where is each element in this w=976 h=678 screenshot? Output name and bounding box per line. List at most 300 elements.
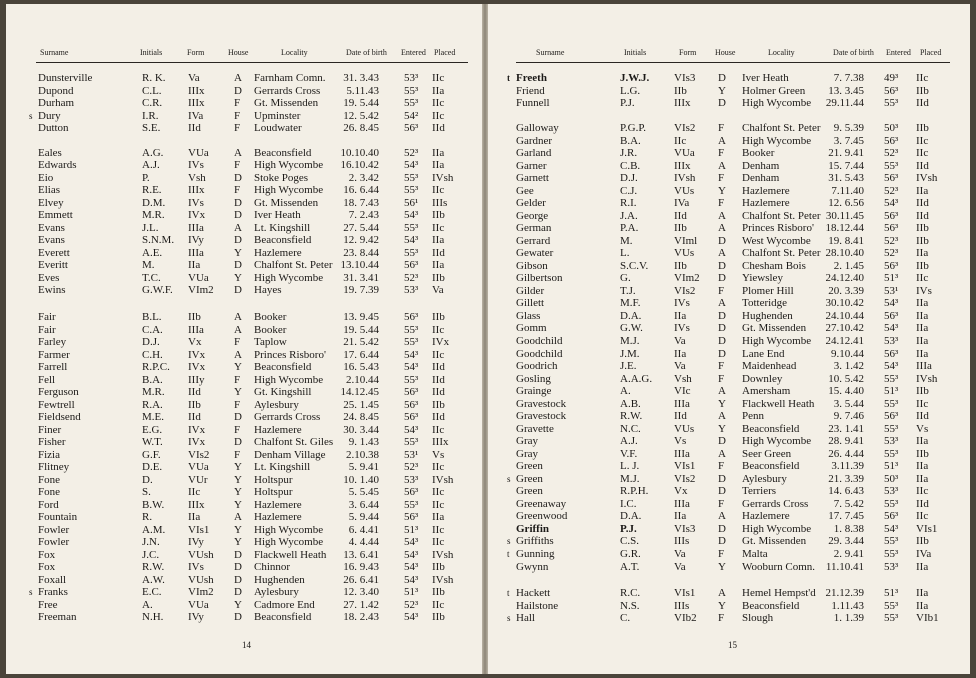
cell-form: VUs bbox=[674, 184, 695, 197]
cell-locality: Hughenden bbox=[742, 309, 793, 322]
cell-placed: IIa bbox=[916, 335, 929, 347]
cell-house: A bbox=[234, 311, 242, 323]
register-row bbox=[488, 310, 964, 322]
cell-house: D bbox=[718, 535, 726, 548]
cell-house: Y bbox=[718, 560, 726, 573]
cell-locality: Aylesbury bbox=[254, 398, 299, 411]
cell-locality: Beaconsfield bbox=[254, 234, 312, 247]
register-row bbox=[6, 110, 482, 122]
cell-surname: Foxall bbox=[38, 573, 67, 586]
header-placed: Placed bbox=[920, 48, 942, 57]
cell-initials: R.P.H. bbox=[620, 485, 649, 498]
cell-house: Y bbox=[718, 599, 726, 612]
cell-form: IVy bbox=[188, 234, 204, 247]
cell-locality: Flackwell Heath bbox=[742, 397, 815, 410]
cell-surname: Evans bbox=[38, 234, 65, 247]
cell-house: D bbox=[234, 411, 242, 424]
cell-locality: Aylesbury bbox=[254, 586, 299, 599]
cell-form: IIIs bbox=[674, 535, 690, 548]
register-row bbox=[488, 160, 964, 172]
cell-surname: Garland bbox=[516, 147, 552, 160]
cell-locality: Amersham bbox=[742, 385, 791, 398]
cell-form: Va bbox=[188, 72, 200, 84]
cell-house: D bbox=[718, 347, 726, 360]
cell-surname: Galloway bbox=[516, 122, 559, 134]
cell-placed: IId bbox=[432, 386, 445, 399]
cell-house: A bbox=[718, 385, 726, 398]
cell-locality: Chalfont St. Peter bbox=[742, 247, 821, 260]
cell-placed: IIa bbox=[432, 84, 445, 97]
cell-dob: 16. 5.43 bbox=[343, 361, 379, 374]
cell-locality: Booker bbox=[254, 311, 287, 323]
cell-mark: t bbox=[507, 588, 510, 598]
cell-surname: Ford bbox=[38, 498, 59, 511]
cell-placed: IVsh bbox=[432, 473, 454, 486]
cell-surname: Gee bbox=[516, 184, 534, 197]
cell-surname: s Green bbox=[507, 472, 543, 485]
cell-surname: Gomm bbox=[516, 322, 547, 335]
register-row bbox=[488, 197, 964, 209]
cell-form: IVx bbox=[188, 436, 206, 449]
cell-form: IIIa bbox=[188, 323, 204, 336]
register-row bbox=[6, 599, 482, 611]
cell-initials: A.E. bbox=[142, 246, 163, 259]
cell-initials: R.W. bbox=[620, 410, 643, 423]
cell-placed: IIc bbox=[916, 134, 929, 147]
cell-dob: 2.10.38 bbox=[346, 448, 379, 461]
header-rule bbox=[36, 62, 468, 63]
cell-locality: Slough bbox=[742, 612, 774, 624]
cell-surname: Fieldsend bbox=[38, 411, 81, 424]
cell-surname: s Hall bbox=[507, 612, 535, 624]
cell-placed: IIc bbox=[432, 221, 445, 234]
register-row bbox=[488, 423, 964, 435]
cell-form: IId bbox=[188, 122, 201, 134]
cell-dob: 19. 7.39 bbox=[343, 283, 379, 296]
cell-house: A bbox=[234, 348, 242, 361]
cell-form: VIs2 bbox=[674, 122, 696, 134]
cell-dob: 26. 8.45 bbox=[343, 122, 379, 134]
cell-house: A bbox=[718, 134, 726, 147]
cell-form: Va bbox=[674, 360, 686, 373]
cell-form: IVs bbox=[188, 196, 204, 209]
register-row bbox=[6, 72, 482, 84]
cell-dob: 1. 8.38 bbox=[833, 522, 864, 535]
cell-dob: 25. 1.45 bbox=[343, 398, 379, 411]
register-row bbox=[6, 411, 482, 423]
cell-initials: W.T. bbox=[142, 436, 163, 449]
cell-house: F bbox=[718, 612, 725, 624]
cell-surname: Finer bbox=[38, 423, 62, 436]
cell-surname: Goodchild bbox=[516, 335, 563, 347]
cell-locality: High Wycombe bbox=[742, 435, 812, 448]
header-house: House bbox=[228, 48, 249, 57]
cell-initials: C.J. bbox=[620, 184, 638, 197]
cell-initials: M.J. bbox=[620, 335, 640, 347]
cell-initials: A.J. bbox=[620, 435, 638, 448]
cell-house: D bbox=[718, 234, 726, 247]
cell-surname: German bbox=[516, 222, 552, 235]
cell-initials: C.B. bbox=[620, 159, 641, 172]
cell-placed: VIs1 bbox=[916, 522, 938, 535]
cell-dob: 31. 5.43 bbox=[828, 172, 864, 185]
cell-placed: IIa bbox=[916, 599, 929, 612]
cell-house: F bbox=[718, 548, 725, 561]
cell-placed: IId bbox=[432, 411, 445, 424]
cell-dob: 16.10.42 bbox=[340, 159, 379, 172]
cell-placed: IIb bbox=[432, 311, 445, 323]
cell-house: D bbox=[234, 259, 242, 272]
cell-placed: IIb bbox=[916, 84, 929, 97]
cell-placed: IId bbox=[916, 209, 929, 222]
cell-locality: Upminster bbox=[254, 109, 301, 122]
cell-entered: 56¹ bbox=[404, 196, 419, 209]
cell-locality: Gt. Kingshill bbox=[254, 386, 312, 399]
cell-house: Y bbox=[718, 397, 726, 410]
header-form: Form bbox=[679, 48, 697, 57]
register-row bbox=[6, 209, 482, 221]
cell-house: Y bbox=[234, 486, 242, 499]
cell-initials: B.A. bbox=[142, 373, 163, 386]
cell-initials: R.P.C. bbox=[142, 361, 170, 374]
cell-surname: Dunsterville bbox=[38, 72, 93, 84]
cell-placed: IIa bbox=[916, 472, 929, 485]
register-row bbox=[488, 297, 964, 309]
cell-locality: High Wycombe bbox=[254, 373, 324, 386]
cell-entered: 55³ bbox=[884, 599, 899, 612]
cell-entered: 50³ bbox=[884, 472, 899, 485]
cell-initials: J.M. bbox=[620, 347, 640, 360]
cell-dob: 9. 1.43 bbox=[348, 436, 379, 449]
cell-form: VIs1 bbox=[674, 587, 696, 599]
cell-house: F bbox=[718, 122, 725, 134]
cell-mark: t bbox=[507, 549, 510, 560]
cell-placed: IIb bbox=[432, 209, 445, 222]
cell-entered: 55³ bbox=[404, 436, 419, 449]
cell-form: Va bbox=[674, 548, 686, 561]
cell-surname: t Freeth bbox=[507, 72, 547, 84]
cell-entered: 55³ bbox=[404, 184, 419, 197]
register-row bbox=[488, 448, 964, 460]
cell-initials: I.C. bbox=[620, 497, 637, 510]
register-row bbox=[6, 461, 482, 473]
cell-placed: IIb bbox=[432, 561, 445, 574]
cell-house: Y bbox=[234, 386, 242, 399]
cell-dob: 2. 3.42 bbox=[348, 171, 379, 184]
cell-surname: Fewtrell bbox=[38, 398, 75, 411]
cell-dob: 12. 9.42 bbox=[343, 234, 379, 247]
cell-initials: A.W. bbox=[142, 573, 165, 586]
cell-initials: G.R. bbox=[620, 548, 641, 561]
cell-dob: 7.11.40 bbox=[831, 184, 864, 197]
cell-initials: C.S. bbox=[620, 535, 639, 548]
cell-entered: 54³ bbox=[404, 611, 419, 624]
cell-form: VIm2 bbox=[188, 283, 214, 296]
cell-initials: C.R. bbox=[142, 97, 163, 109]
cell-surname: Grainge bbox=[516, 385, 552, 398]
cell-form: VIs1 bbox=[188, 523, 210, 536]
cell-initials: V.F. bbox=[620, 447, 638, 460]
cell-placed: IIa bbox=[916, 322, 929, 335]
register-row bbox=[6, 324, 482, 336]
register-row bbox=[6, 222, 482, 234]
cell-dob: 3. 5.44 bbox=[833, 397, 864, 410]
cell-placed: IIb bbox=[916, 234, 929, 247]
cell-surname: Farrell bbox=[38, 361, 68, 374]
cell-entered: 55³ bbox=[404, 246, 419, 259]
cell-surname: Fone bbox=[38, 486, 60, 499]
register-row bbox=[488, 235, 964, 247]
cell-entered: 54³ bbox=[884, 197, 899, 210]
cell-placed: IIc bbox=[432, 461, 445, 474]
cell-entered: 51³ bbox=[884, 587, 899, 599]
cell-entered: 53¹ bbox=[404, 448, 419, 461]
register-row bbox=[488, 335, 964, 347]
cell-initials: M. bbox=[142, 259, 155, 272]
cell-form: VIm2 bbox=[188, 586, 214, 599]
cell-form: IIIa bbox=[674, 497, 690, 510]
cell-surname: t Hackett bbox=[507, 587, 551, 599]
cell-entered: 56³ bbox=[404, 122, 419, 134]
cell-form: IVx bbox=[188, 361, 206, 374]
cell-locality: Lane End bbox=[742, 347, 785, 360]
cell-placed: IIc bbox=[432, 523, 445, 536]
cell-placed: IId bbox=[432, 361, 445, 374]
cell-dob: 4. 4.44 bbox=[348, 536, 379, 549]
cell-placed: IIb bbox=[916, 447, 929, 460]
cell-initials: E.G. bbox=[142, 423, 163, 436]
cell-form: IIb bbox=[188, 311, 201, 323]
cell-form: Vsh bbox=[188, 171, 206, 184]
cell-dob: 12. 6.56 bbox=[828, 197, 864, 210]
cell-surname: Friend bbox=[516, 84, 545, 97]
cell-form: IVs bbox=[188, 159, 204, 172]
cell-entered: 56³ bbox=[884, 510, 899, 523]
cell-initials: E.C. bbox=[142, 586, 162, 599]
cell-entered: 54³ bbox=[404, 423, 419, 436]
cell-locality: Denham Village bbox=[254, 448, 326, 461]
cell-form: IVs bbox=[188, 561, 204, 574]
cell-entered: 56³ bbox=[884, 309, 899, 322]
cell-form: VIs3 bbox=[674, 72, 696, 84]
cell-surname: s Dury bbox=[29, 109, 61, 122]
cell-surname: Griffin bbox=[516, 522, 549, 535]
cell-placed: IVsh bbox=[916, 172, 938, 185]
cell-locality: Seer Green bbox=[742, 447, 792, 460]
cell-placed: IIb bbox=[432, 271, 445, 284]
cell-initials: R. K. bbox=[142, 72, 166, 84]
cell-locality: Downley bbox=[742, 372, 783, 385]
cell-surname: Fowler bbox=[38, 536, 70, 549]
cell-surname: Fox bbox=[38, 561, 56, 574]
cell-dob: 19. 5.44 bbox=[343, 97, 379, 109]
cell-house: D bbox=[718, 322, 726, 335]
cell-dob: 10. 5.42 bbox=[828, 372, 864, 385]
cell-entered: 56³ bbox=[884, 347, 899, 360]
cell-placed: IIb bbox=[432, 398, 445, 411]
cell-initials: I.R. bbox=[142, 109, 159, 122]
cell-entered: 55³ bbox=[404, 84, 419, 97]
cell-locality: Booker bbox=[254, 323, 287, 336]
cell-locality: Beaconsfield bbox=[254, 147, 312, 159]
register-row bbox=[6, 474, 482, 486]
cell-initials: M. bbox=[620, 234, 633, 247]
cell-placed: IId bbox=[432, 373, 445, 386]
cell-house: F bbox=[234, 423, 241, 436]
page-number: 14 bbox=[242, 640, 251, 650]
cell-initials: C. bbox=[620, 612, 631, 624]
cell-placed: IIc bbox=[432, 72, 445, 84]
cell-entered: 56³ bbox=[404, 311, 419, 323]
cell-dob: 5. 9.44 bbox=[348, 511, 379, 524]
header-dob: Date of birth bbox=[346, 48, 387, 57]
cell-dob: 18.12.44 bbox=[825, 222, 864, 235]
cell-form: IId bbox=[674, 209, 687, 222]
cell-placed: IIc bbox=[432, 598, 445, 611]
cell-dob: 31. 3.43 bbox=[343, 72, 379, 84]
cell-surname: Everett bbox=[38, 246, 70, 259]
cell-placed: IIa bbox=[916, 587, 929, 599]
cell-form: Va bbox=[674, 560, 686, 573]
cell-dob: 21. 3.39 bbox=[828, 472, 864, 485]
cell-placed: IId bbox=[916, 159, 929, 172]
cell-placed: IVa bbox=[916, 548, 932, 561]
cell-dob: 12. 5.42 bbox=[343, 109, 379, 122]
cell-entered: 51³ bbox=[884, 272, 899, 285]
cell-house: Y bbox=[234, 598, 242, 611]
cell-surname: Funnell bbox=[516, 97, 550, 109]
cell-form: IIa bbox=[674, 347, 687, 360]
cell-entered: 52³ bbox=[404, 461, 419, 474]
cell-placed: IIa bbox=[432, 147, 445, 159]
register-row bbox=[488, 485, 964, 497]
cell-locality: Booker bbox=[742, 147, 775, 160]
cell-locality: West Wycombe bbox=[742, 234, 811, 247]
cell-locality: Hazlemere bbox=[254, 423, 302, 436]
register-row bbox=[488, 612, 964, 624]
cell-dob: 14. 6.43 bbox=[828, 485, 864, 498]
cell-placed: IVsh bbox=[432, 548, 454, 561]
cell-locality: Malta bbox=[742, 548, 768, 561]
header-surname: Surname bbox=[40, 48, 69, 57]
cell-form: IVsh bbox=[674, 172, 696, 185]
cell-form: VUa bbox=[188, 461, 209, 474]
cell-dob: 2.10.44 bbox=[346, 373, 379, 386]
cell-locality: Yiewsley bbox=[742, 272, 783, 285]
register-row bbox=[488, 548, 964, 560]
cell-surname: Goodchild bbox=[516, 347, 563, 360]
cell-dob: 29.11.44 bbox=[825, 97, 864, 109]
cell-placed: IIc bbox=[432, 498, 445, 511]
cell-locality: Holtspur bbox=[254, 473, 293, 486]
cell-surname: Gravette bbox=[516, 422, 554, 435]
register-row bbox=[488, 72, 964, 84]
cell-initials: J.C. bbox=[142, 548, 160, 561]
cell-placed: IIc bbox=[916, 485, 929, 498]
cell-form: IIc bbox=[674, 134, 687, 147]
cell-entered: 56³ bbox=[404, 398, 419, 411]
cell-dob: 24.10.44 bbox=[825, 309, 864, 322]
cell-placed: IIa bbox=[432, 159, 445, 172]
cell-form: IIIx bbox=[188, 498, 205, 511]
cell-entered: 53³ bbox=[884, 335, 899, 347]
cell-house: D bbox=[718, 72, 726, 84]
header-initials: Initials bbox=[624, 48, 647, 57]
cell-locality: Hazlemere bbox=[742, 510, 790, 523]
register-row bbox=[6, 184, 482, 196]
cell-entered: 56³ bbox=[404, 486, 419, 499]
cell-surname: Durham bbox=[38, 97, 75, 109]
cell-locality: High Wycombe bbox=[742, 335, 812, 347]
cell-initials: M.F. bbox=[620, 297, 641, 310]
cell-form: VUs bbox=[674, 422, 695, 435]
cell-house: A bbox=[718, 587, 726, 599]
register-row bbox=[488, 435, 964, 447]
cell-dob: 17. 7.45 bbox=[828, 510, 864, 523]
cell-entered: 55³ bbox=[404, 171, 419, 184]
cell-house: Y bbox=[234, 271, 242, 284]
register-row bbox=[488, 147, 964, 159]
cell-house: F bbox=[234, 159, 241, 172]
cell-form: IVs bbox=[674, 322, 690, 335]
cell-form: IIb bbox=[674, 222, 687, 235]
cell-house: A bbox=[234, 323, 242, 336]
cell-initials: M.J. bbox=[620, 472, 640, 485]
cell-entered: 55³ bbox=[884, 159, 899, 172]
cell-initials: J.E. bbox=[620, 360, 637, 373]
cell-form: VUr bbox=[188, 473, 208, 486]
cell-locality: Hazlemere bbox=[742, 184, 790, 197]
register-row bbox=[488, 410, 964, 422]
cell-form: IIIx bbox=[188, 97, 205, 109]
cell-house: F bbox=[234, 184, 241, 197]
register-row bbox=[488, 272, 964, 284]
cell-locality: High Wycombe bbox=[254, 184, 324, 197]
cell-locality: Iver Heath bbox=[254, 209, 301, 222]
cell-entered: 55³ bbox=[404, 221, 419, 234]
cell-house: A bbox=[234, 147, 242, 159]
cell-locality: High Wycombe bbox=[742, 134, 812, 147]
cell-initials: B.A. bbox=[620, 134, 641, 147]
cell-surname: Gray bbox=[516, 435, 538, 448]
cell-house: D bbox=[718, 435, 726, 448]
cell-surname: Garnett bbox=[516, 172, 549, 185]
register-row bbox=[6, 172, 482, 184]
cell-dob: 13. 3.45 bbox=[828, 84, 864, 97]
cell-form: IVx bbox=[188, 348, 206, 361]
register-row bbox=[6, 311, 482, 323]
cell-entered: 56³ bbox=[404, 386, 419, 399]
cell-dob: 3. 6.44 bbox=[348, 498, 379, 511]
cell-locality: Aylesbury bbox=[742, 472, 787, 485]
cell-form: IIIa bbox=[188, 221, 204, 234]
register-row bbox=[488, 561, 964, 573]
cell-locality: Beaconsfield bbox=[742, 422, 800, 435]
cell-entered: 53³ bbox=[884, 485, 899, 498]
register-row bbox=[6, 361, 482, 373]
register-row bbox=[488, 122, 964, 134]
register-row bbox=[488, 460, 964, 472]
cell-placed: IId bbox=[916, 410, 929, 423]
header-locality: Locality bbox=[281, 48, 308, 57]
cell-locality: Princes Risboro' bbox=[742, 222, 814, 235]
cell-entered: 55³ bbox=[884, 447, 899, 460]
cell-entered: 54³ bbox=[404, 573, 419, 586]
cell-initials: S.E. bbox=[142, 122, 161, 134]
cell-form: IIIs bbox=[674, 599, 690, 612]
cell-surname: Everitt bbox=[38, 259, 68, 272]
cell-locality: Hayes bbox=[254, 283, 282, 296]
